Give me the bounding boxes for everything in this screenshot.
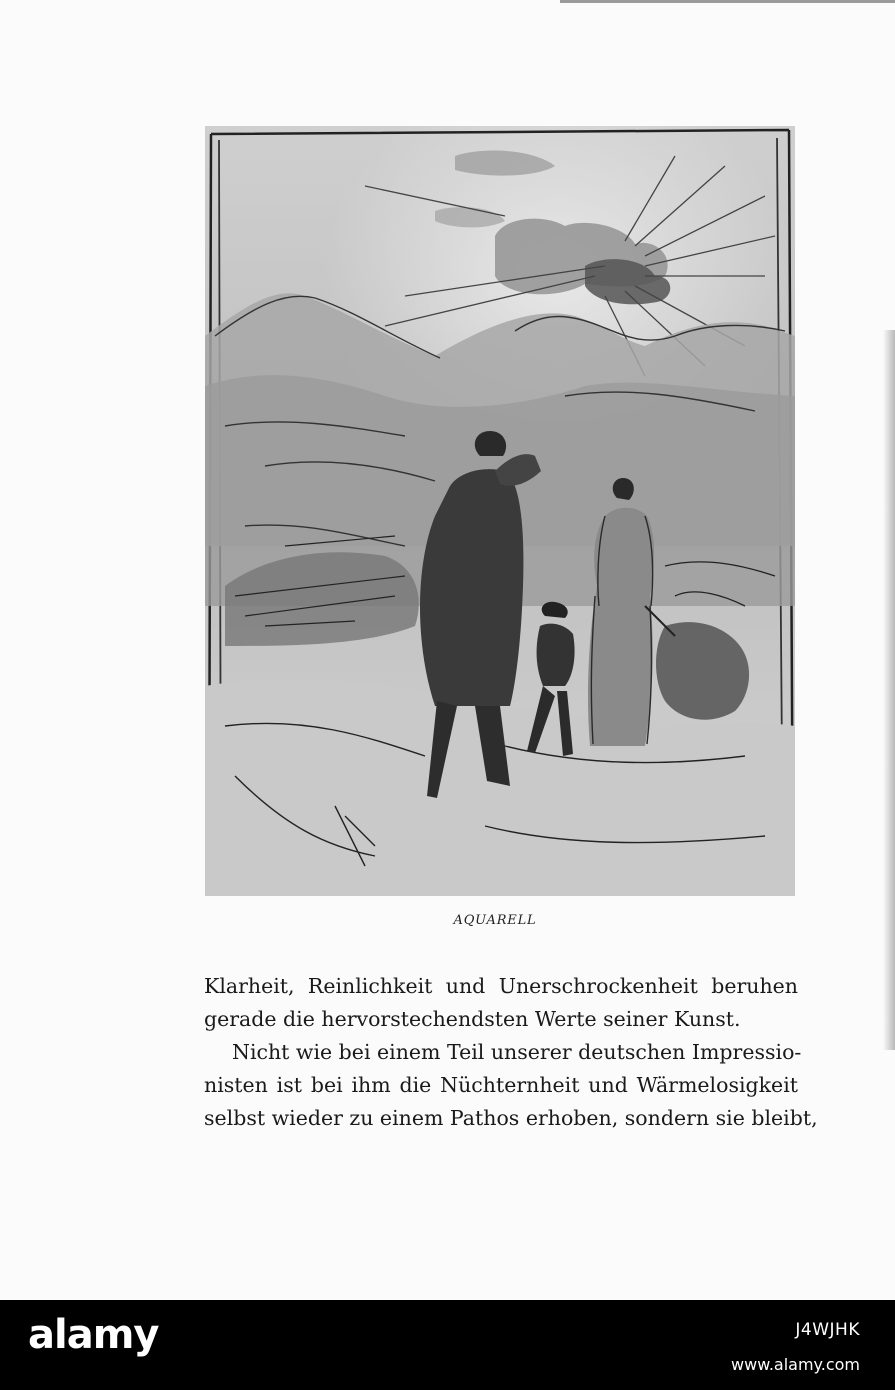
text-line: selbst wieder zu einem Pathos erhoben, sondern sie bleibt, — [204, 1106, 818, 1130]
figure-caption: AQUARELL — [453, 913, 537, 928]
brand-site: www.alamy.com — [731, 1355, 860, 1374]
page-edge-top — [560, 0, 895, 3]
page-edge-right — [883, 330, 895, 1050]
brand-logo: alamy — [28, 1312, 159, 1358]
text-line: nisten ist bei ihm die Nüchternheit und Wärmelosigkeit — [204, 1073, 798, 1097]
image-id: J4WJHK — [795, 1320, 860, 1340]
body-text — [204, 970, 818, 1135]
text-line: Klarheit, Reinlichkeit und Unerschrockenheit beruhen — [204, 974, 798, 998]
text-line: Nicht wie bei einem Teil unserer deutschen Impressio- — [232, 1040, 802, 1064]
watercolor-illustration — [205, 126, 795, 896]
text-line: gerade die hervorstechendsten Werte seiner Kunst. — [204, 1007, 741, 1031]
